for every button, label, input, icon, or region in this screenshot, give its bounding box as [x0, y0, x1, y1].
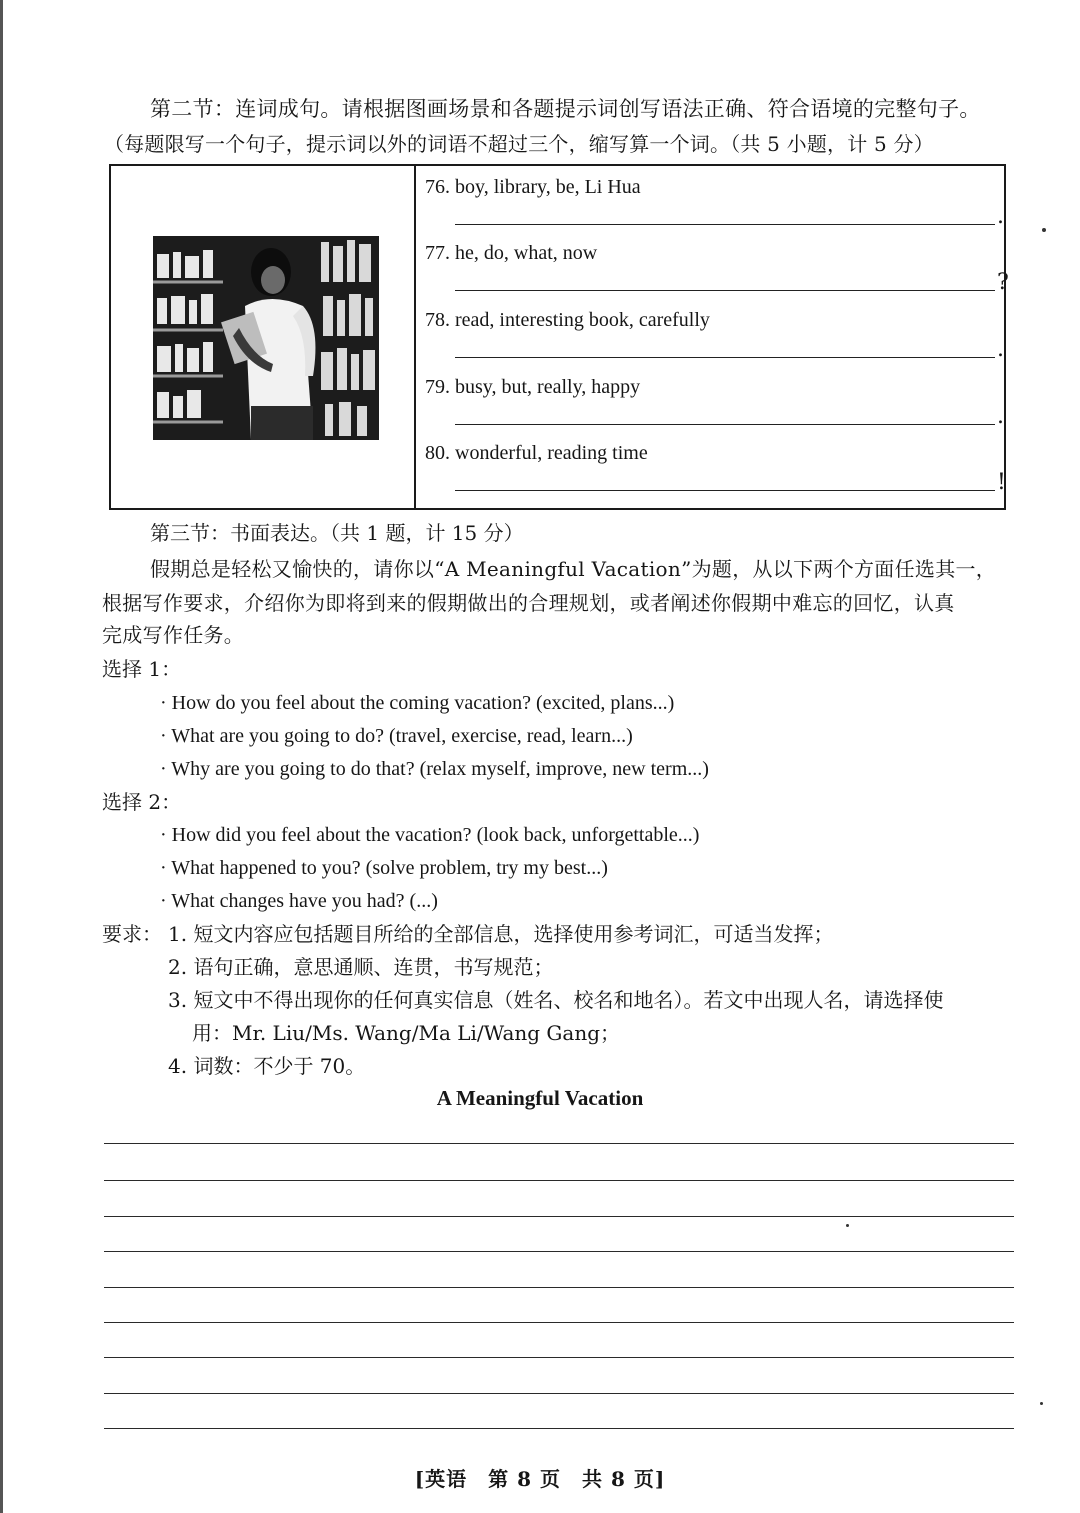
question-80-answer-line[interactable] [455, 490, 995, 491]
section3-intro-line-2: 根据写作要求，介绍你为即将到来的假期做出的合理规划，或者阐述你假期中难忘的回忆，认真 [102, 591, 955, 615]
writing-line[interactable] [104, 1393, 1014, 1394]
question-76-punctuation: . [997, 204, 1004, 229]
page-footer: [英语 第 8 页 共 8 页] [414, 1467, 666, 1491]
section2-title: 第二节：连词成句。请根据图画场景和各题提示词创写语法正确、符合语境的完整句子。 [150, 97, 981, 121]
student-reading-in-library-photo [153, 236, 379, 440]
section3-intro-line-3: 完成写作任务。 [102, 623, 245, 647]
question-79-answer-line[interactable] [455, 424, 995, 425]
question-77-answer-line[interactable] [455, 290, 995, 291]
writing-line[interactable] [104, 1251, 1014, 1252]
requirement-item: 4. 词数：不少于 70。 [168, 1054, 366, 1078]
writing-line[interactable] [104, 1428, 1014, 1429]
writing-line[interactable] [104, 1143, 1014, 1144]
option1-label: 选择 1： [102, 657, 182, 681]
writing-line[interactable] [104, 1357, 1014, 1358]
question-79-punctuation: . [997, 404, 1004, 429]
question-76-answer-line[interactable] [455, 224, 995, 225]
requirement-item: 3. 短文中不得出现你的任何真实信息（姓名、校名和地名）。若文中出现人名，请选择使 [168, 988, 944, 1012]
question-78-answer-line[interactable] [455, 357, 995, 358]
option1-bullet: · Why are you going to do that? (relax myself, improve, new term...) [160, 758, 709, 780]
scan-edge [0, 0, 3, 1513]
section3-title: 第三节：书面表达。（共 1 题，计 15 分） [150, 521, 524, 545]
box-divider [414, 166, 416, 508]
requirement-item: 1. 短文内容应包括题目所给的全部信息，选择使用参考词汇，可适当发挥； [168, 922, 834, 946]
question-80-prompt: 80. wonderful, reading time [425, 442, 648, 464]
requirement-item: 用：Mr. Liu/Ms. Wang/Ma Li/Wang Gang； [192, 1021, 621, 1045]
library-photo-icon [153, 236, 379, 440]
question-80-punctuation: ! [997, 470, 1006, 495]
question-77-punctuation: ? [997, 270, 1009, 295]
option2-bullet: · What happened to you? (solve problem, try my best...) [160, 857, 608, 879]
option2-bullet: · How did you feel about the vacation? (look back, unforgettable...) [160, 824, 700, 846]
question-78-punctuation: . [997, 337, 1004, 362]
writing-line[interactable] [104, 1216, 1014, 1217]
sentence-building-box [109, 164, 1009, 510]
writing-line[interactable] [104, 1322, 1014, 1323]
option1-bullet: · What are you going to do? (travel, exercise, read, learn...) [160, 725, 633, 747]
scan-speck [846, 1224, 849, 1227]
scan-speck [1042, 228, 1046, 232]
question-78-prompt: 78. read, interesting book, carefully [425, 309, 710, 331]
question-79-prompt: 79. busy, but, really, happy [425, 376, 641, 398]
question-77-prompt: 77. he, do, what, now [425, 242, 598, 264]
option2-label: 选择 2： [102, 790, 182, 814]
requirement-item: 2. 语句正确，意思通顺、连贯，书写规范； [168, 955, 554, 979]
option1-bullet: · How do you feel about the coming vacation? (excited, plans...) [160, 692, 675, 714]
section3-intro-line-1: 假期总是轻松又愉快的，请你以“A Meaningful Vacation”为题，从以下两个方面任选其一， [150, 557, 997, 581]
writing-line[interactable] [104, 1180, 1014, 1181]
section2-instructions: （每题限写一个句子，提示词以外的词语不超过三个，缩写算一个词。（共 5 小题，计 5 分） [104, 132, 934, 156]
writing-line[interactable] [104, 1287, 1014, 1288]
requirements-label: 要求： [102, 922, 162, 946]
scan-speck [1040, 1402, 1043, 1405]
question-76-prompt: 76. boy, library, be, Li Hua [425, 176, 641, 198]
option2-bullet: · What changes have you had? (...) [160, 890, 438, 912]
essay-title: A Meaningful Vacation [436, 1086, 644, 1110]
